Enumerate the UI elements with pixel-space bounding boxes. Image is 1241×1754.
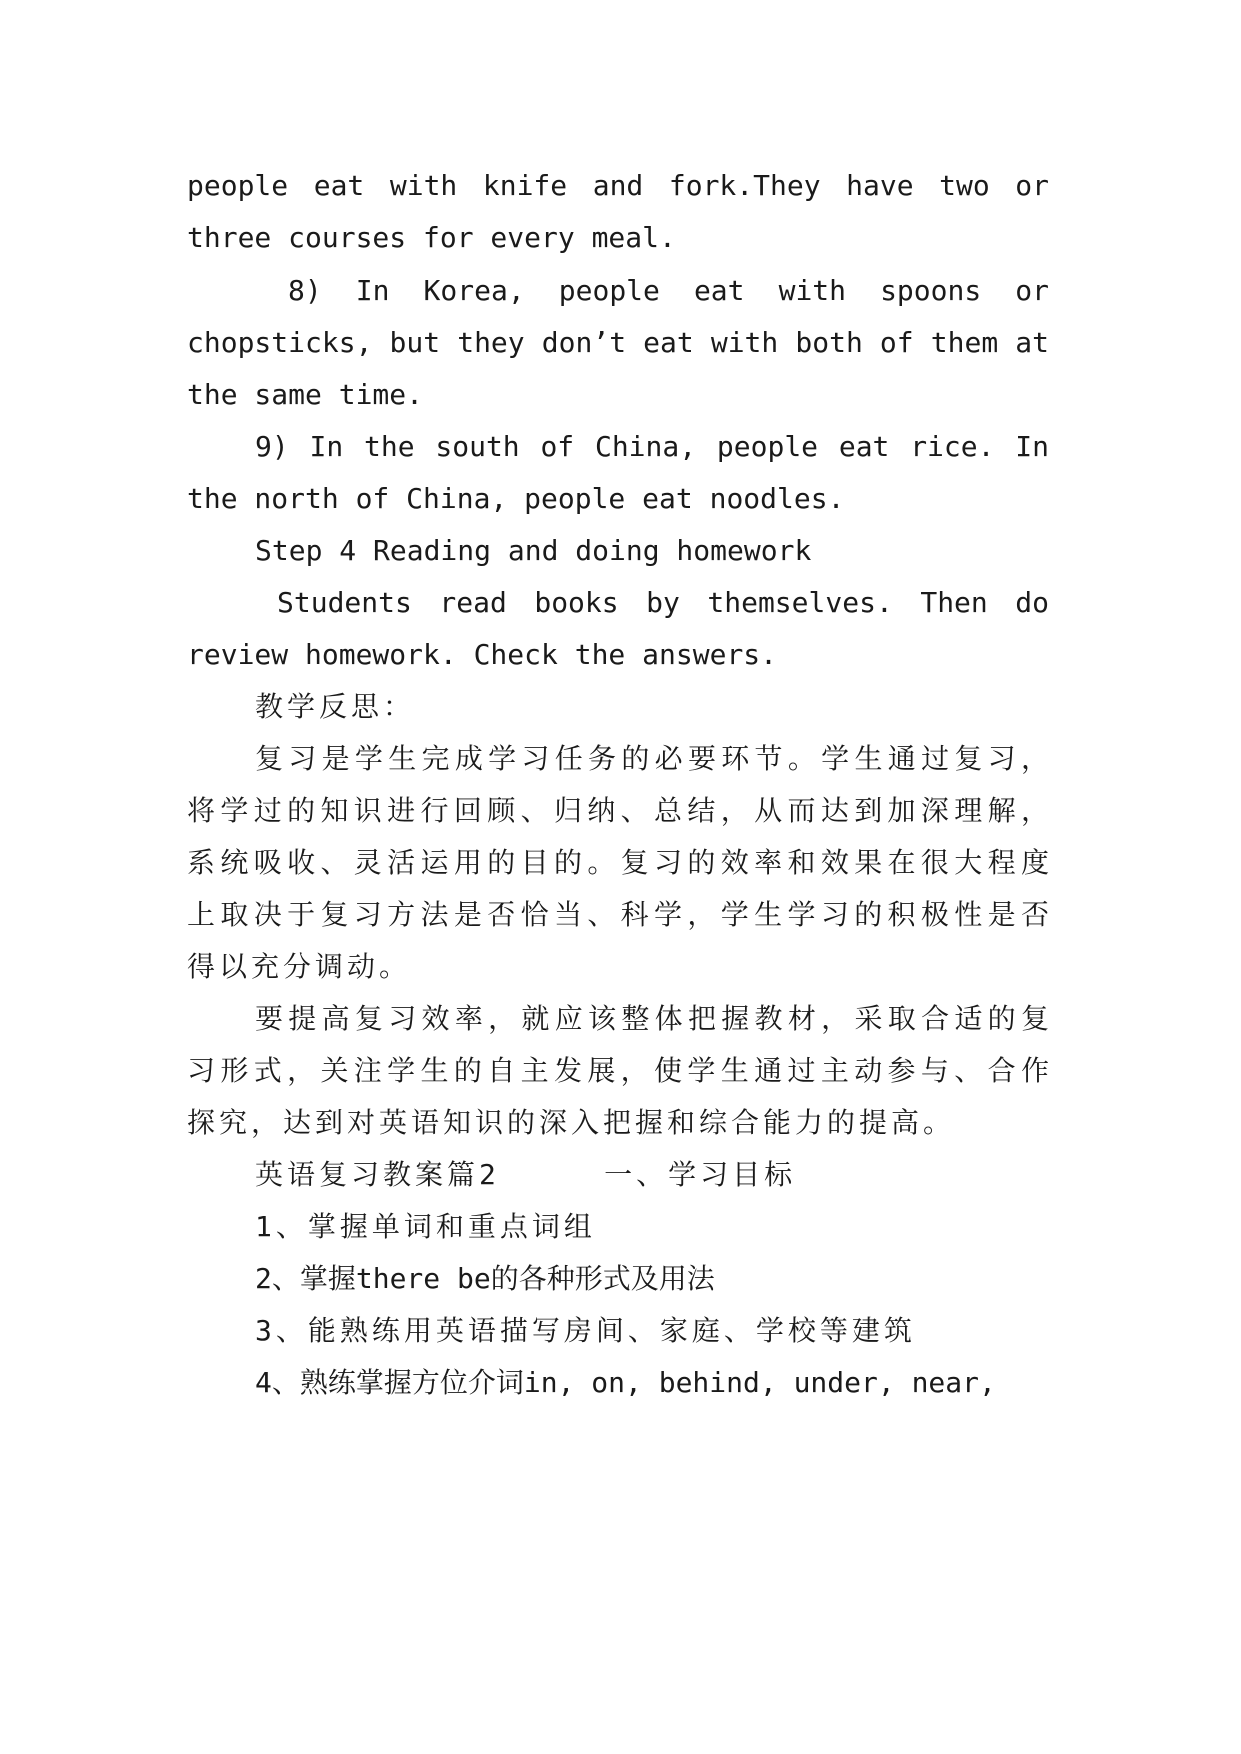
paragraph-line: Students read books by themselves. Then do — [277, 586, 1049, 619]
paragraph-line: 复习是学生完成学习任务的必要环节。学生通过复习， — [255, 742, 1049, 775]
paragraph-line: review homework. Check the answers. — [187, 638, 778, 671]
list-item: 2、掌握there be的各种形式及用法 — [255, 1262, 715, 1295]
paragraph-line: people eat with knife and fork.They have two or — [187, 169, 1049, 202]
list-item: 3、能熟练用英语描写房间、家庭、学校等建筑 — [255, 1314, 916, 1347]
paragraph-line: 8) In Korea, people eat with spoons or — [288, 274, 1049, 307]
paragraph-line: 系统吸收、灵活运用的目的。复习的效率和效果在很大程度 — [187, 846, 1049, 879]
paragraph-line: 上取决于复习方法是否恰当、科学，学生学习的积极性是否 — [187, 898, 1049, 931]
paragraph-line: three courses for every meal. — [187, 221, 676, 254]
paragraph-line: the same time. — [187, 378, 424, 411]
paragraph-line: 探究，达到对英语知识的深入把握和综合能力的提高。 — [187, 1106, 956, 1139]
section-heading: 教学反思： — [255, 690, 416, 723]
paragraph-line: chopsticks, but they don’t eat with both of them at — [187, 326, 1049, 359]
list-item: 1、掌握单词和重点词组 — [255, 1210, 596, 1243]
paragraph-line: 9) In the south of China, people eat rice. In — [255, 430, 1049, 463]
list-item: 4、熟练掌握方位介词in, on, behind, under, near, — [255, 1366, 996, 1399]
paragraph-line: 习形式，关注学生的自主发展，使学生通过主动参与、合作 — [187, 1054, 1049, 1087]
section-heading: 英语复习教案篇2 一、学习目标 — [255, 1158, 797, 1191]
paragraph-line: 得以充分调动。 — [187, 950, 412, 983]
step-heading: Step 4 Reading and doing homework — [255, 534, 812, 567]
paragraph-line: 将学过的知识进行回顾、归纳、总结，从而达到加深理解， — [187, 794, 1049, 827]
paragraph-line: 要提高复习效率，就应该整体把握教材，采取合适的复 — [255, 1002, 1049, 1035]
paragraph-line: the north of China, people eat noodles. — [187, 482, 845, 515]
